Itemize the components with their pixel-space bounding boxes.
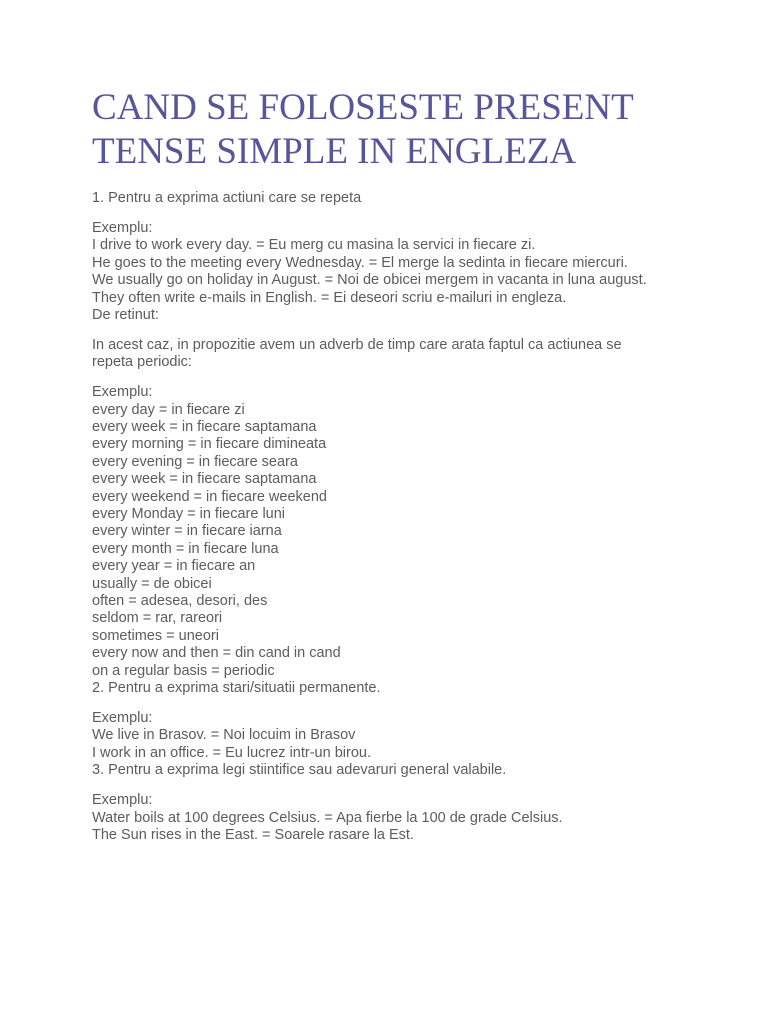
list-item: seldom = rar, rareori	[92, 610, 223, 627]
list-item: sometimes = uneori	[92, 627, 219, 644]
text-line: Water boils at 100 degrees Celsius. = Apa fierbe la 100 de grade Celsius.	[92, 809, 563, 826]
list-item: every week = in fiecare saptamana	[92, 418, 317, 435]
list-item: every week = in fiecare saptamana	[92, 471, 317, 488]
list-item: every month = in fiecare luna	[92, 540, 279, 557]
text-line: I work in an office. = Eu lucrez intr-un birou.	[92, 744, 371, 761]
paragraph-examples-1	[92, 220, 692, 324]
list-item: every morning = in fiecare dimineata	[92, 436, 327, 453]
text-line: Exemplu:	[92, 792, 153, 809]
title-line: TENSE SIMPLE IN ENGLEZA	[92, 131, 577, 172]
document-content	[92, 86, 692, 857]
list-item: every winter = in fiecare iarna	[92, 523, 282, 540]
text-line: We live in Brasov. = Noi locuim in Brasov	[92, 727, 356, 744]
list-item: every day = in fiecare zi	[92, 401, 245, 418]
text-line: repeta periodic:	[92, 354, 192, 371]
paragraph-note	[92, 337, 692, 372]
text-line: We usually go on holiday in August. = Noi de obicei mergem in vacanta in luna august.	[92, 272, 647, 289]
text-line: Exemplu:	[92, 219, 153, 236]
title-line: CAND SE FOLOSESTE PRESENT	[92, 87, 634, 128]
list-item: on a regular basis = periodic	[92, 662, 275, 679]
list-item: usually = de obicei	[92, 575, 212, 592]
text-line: 1. Pentru a exprima actiuni care se repeta	[92, 190, 362, 206]
text-line: 2. Pentru a exprima stari/situatii permanente.	[92, 680, 381, 697]
list-item: every Monday = in fiecare luni	[92, 506, 286, 522]
text-line: Exemplu:	[92, 709, 153, 726]
paragraph-adverb-list	[92, 384, 692, 697]
text-line: 3. Pentru a exprima legi stiintifice sau adevaruri general valabile.	[92, 762, 507, 779]
paragraph-rule-1	[92, 190, 692, 207]
text-line: They often write e-mails in English. = Ei deseori scriu e-mailuri in engleza.	[92, 289, 567, 306]
paragraph-examples-2	[92, 710, 692, 780]
paragraph-examples-3	[92, 792, 692, 844]
list-item: every now and then = din cand in cand	[92, 645, 341, 662]
text-line: The Sun rises in the East. = Soarele rasare la Est.	[92, 826, 414, 843]
text-line: De retinut:	[92, 306, 159, 323]
list-item: every evening = in fiecare seara	[92, 453, 298, 470]
text-line: He goes to the meeting every Wednesday. = El merge la sedinta in fiecare miercuri.	[92, 254, 628, 271]
list-item: often = adesea, desori, des	[92, 593, 268, 610]
text-line: In acest caz, in propozitie avem un adverb de timp care arata faptul ca actiunea se	[92, 336, 622, 353]
page-title	[92, 86, 692, 174]
text-line: I drive to work every day. = Eu merg cu masina la servici in fiecare zi.	[92, 237, 536, 254]
list-item: every weekend = in fiecare weekend	[92, 488, 327, 505]
list-item: every year = in fiecare an	[92, 558, 256, 575]
text-line: Exemplu:	[92, 384, 153, 401]
